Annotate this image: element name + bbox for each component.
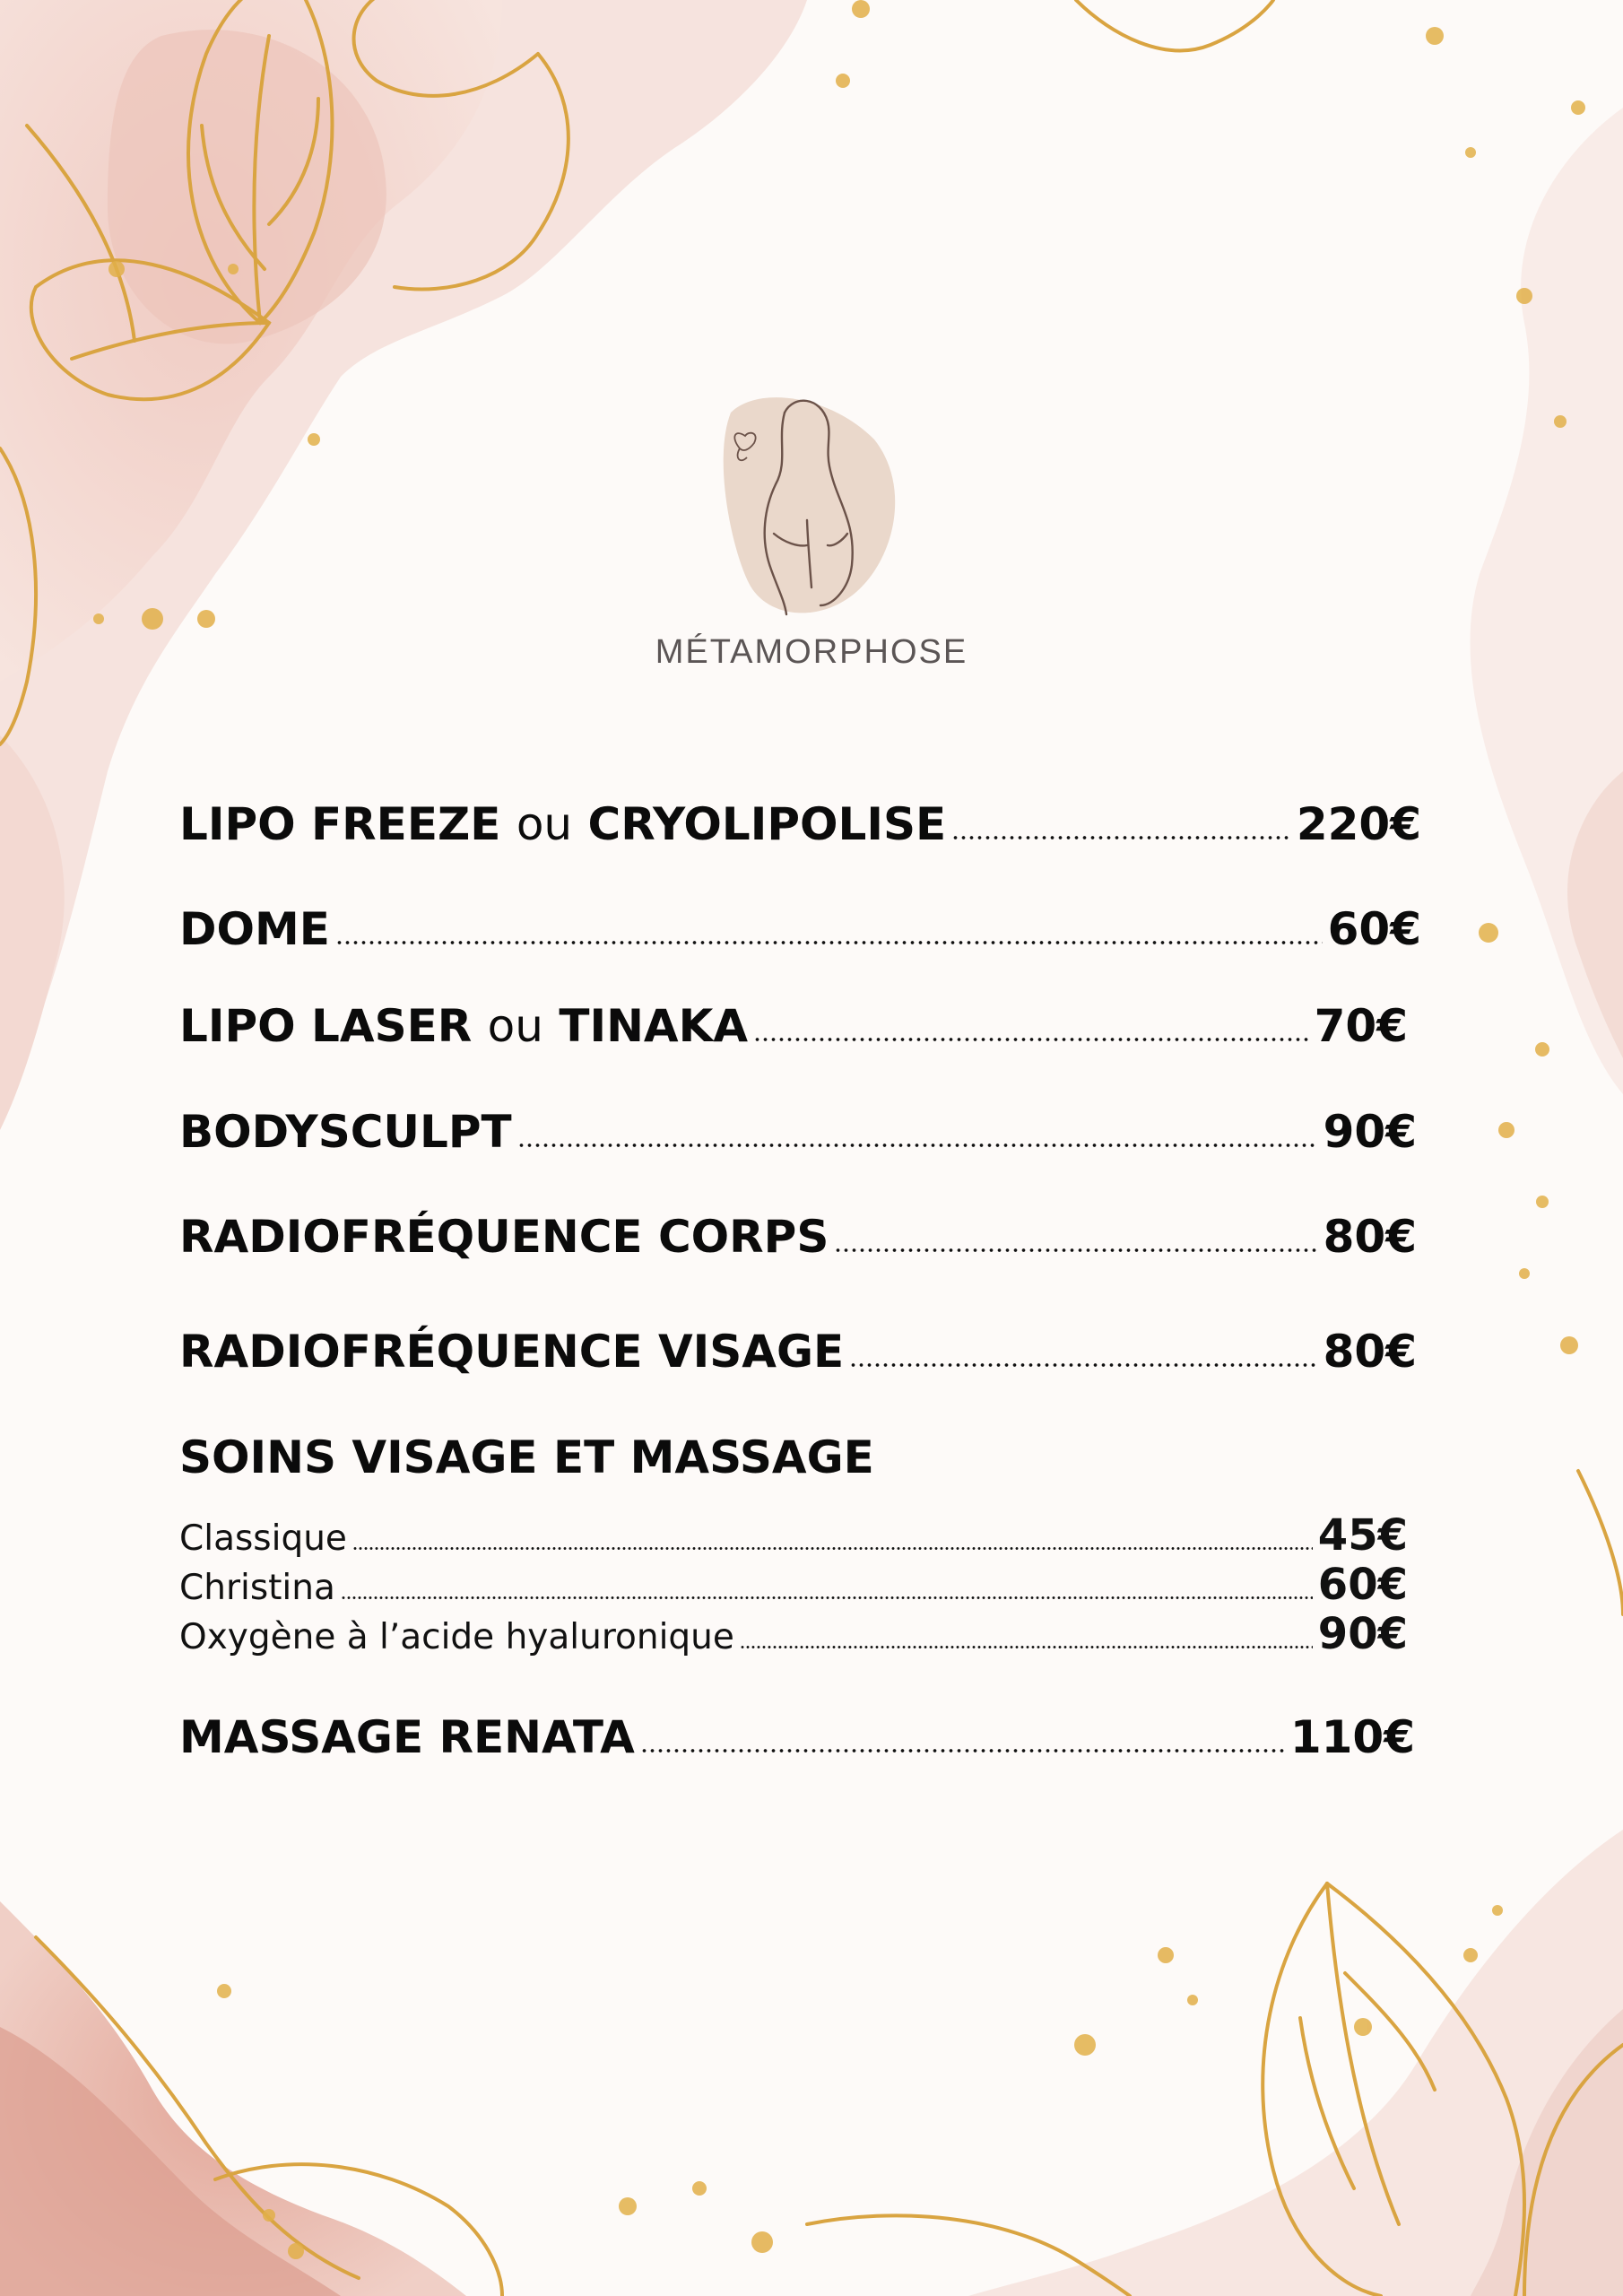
sub-item-price: 45€ [1317,1510,1408,1561]
menu-item-name: DOME [179,903,330,955]
menu-item-price: 220€ [1296,798,1421,850]
menu-item-price: 80€ [1323,1211,1417,1263]
item-connector: ou [487,1000,543,1052]
menu-item-name [179,798,946,850]
menu-item-price: 110€ [1289,1711,1415,1763]
item-name-part2: CRYOLIPOLISE [587,798,947,850]
item-connector: ou [516,798,573,850]
menu-item-radiofrequence-corps [179,1211,1417,1263]
dot-leader [740,1646,1313,1648]
menu-item-name: BODYSCULPT [179,1106,512,1158]
sub-item-price: 60€ [1317,1560,1408,1610]
dot-leader [951,836,1291,839]
menu-item-name: MASSAGE RENATA [179,1711,635,1763]
menu-item-radiofrequence-visage [179,1326,1417,1378]
menu-item-lipo-freeze [179,798,1421,850]
item-name-part2: TINAKA [559,1000,749,1052]
dot-leader [849,1363,1317,1367]
sub-item-name: Oxygène à l’acide hyaluronique [179,1617,734,1657]
menu-item-name: RADIOFRÉQUENCE CORPS [179,1211,829,1263]
item-name-part1: LIPO FREEZE [179,798,501,850]
item-name-part1: LIPO LASER [179,1000,473,1052]
menu-item-price: 90€ [1323,1106,1417,1158]
sub-item-oxygene [179,1609,1408,1659]
body-silhouette-logo-icon [722,386,901,628]
sub-item-name: Classique [179,1518,347,1559]
sub-item-price: 90€ [1317,1609,1408,1659]
menu-item-dome [179,903,1421,955]
sub-item-christina [179,1560,1408,1610]
menu-item-price: 60€ [1327,903,1421,955]
dot-leader [517,1144,1318,1147]
dot-leader [834,1248,1317,1252]
menu-item-massage-renata [179,1711,1415,1763]
section-title: SOINS VISAGE ET MASSAGE [179,1431,874,1483]
brand-name: MÉTAMORPHOSE [655,633,968,671]
dot-leader [753,1038,1309,1041]
menu-item-lipo-laser [179,1000,1408,1052]
menu-item-name [179,1000,748,1052]
dot-leader [341,1596,1313,1599]
menu-item-bodysculpt [179,1106,1417,1158]
dot-leader [640,1749,1285,1752]
dot-leader [352,1547,1313,1550]
sub-item-classique [179,1510,1408,1561]
sub-item-name: Christina [179,1568,335,1608]
menu-item-name: RADIOFRÉQUENCE VISAGE [179,1326,845,1378]
menu-item-price: 80€ [1323,1326,1417,1378]
menu-item-price: 70€ [1314,1000,1408,1052]
dot-leader [335,941,1323,944]
